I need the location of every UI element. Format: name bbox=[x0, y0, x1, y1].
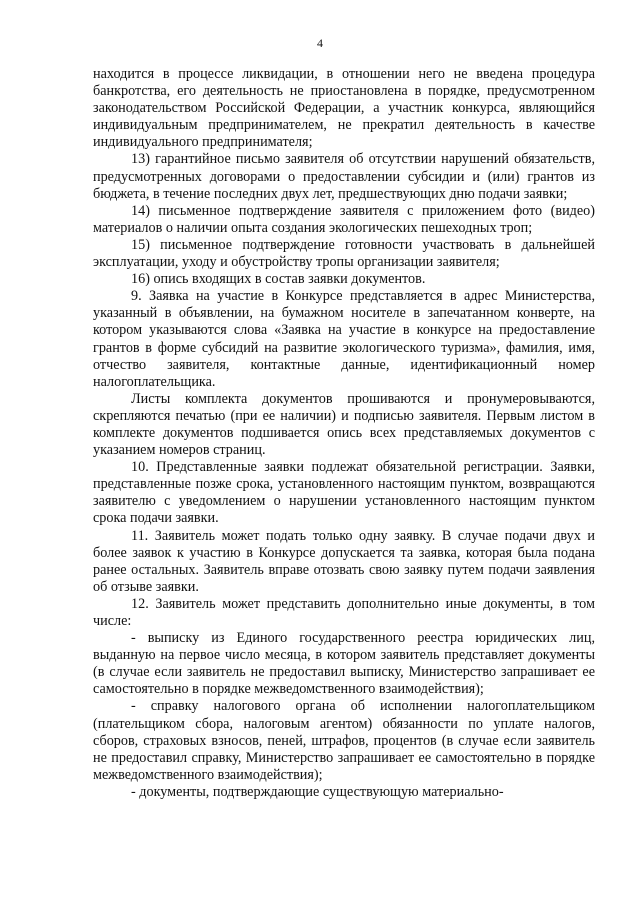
document-body bbox=[93, 66, 595, 801]
list-item-supporting-documents: - документы, подтверждающие существующую материально- bbox=[131, 783, 504, 800]
paragraph-document-binding: Листы комплекта документов прошиваются и пронумеровываются, скрепляются печатью (при ее наличии) и подписью заявителя. Первым листом в комплекте документов подшивается опись всех представляемых документов с указанием номеров страниц. bbox=[93, 390, 595, 459]
clause-9-application-submission: 9. Заявка на участие в Конкурсе представляется в адрес Министерства, указанный в объявлении, на бумажном носителе в запечатанном конверте, на котором указываются слова «Заявка на участие в конкурсе на предоставление грантов в форме субсидий на развитие экологического туризма», фамилия, имя, отчество заявителя, контактные данные, идентификационный номер налогоплательщика. bbox=[93, 288, 595, 390]
item-15-readiness-confirmation: 15) письменное подтверждение готовности участвовать в дальнейшей эксплуатации, уходу и обустройству тропы организации заявителя; bbox=[93, 236, 595, 271]
list-item-tax-certificate: - справку налогового органа об исполнении налогоплательщиком (плательщиком сбора, налоговым агентом) обязанности по уплате налогов, сборов, страховых взносов, пеней, штрафов, процентов (в случае если заявитель не предоставил справку, Министерство запрашивает ее самостоятельно в порядке межведомственного взаимодействия); bbox=[93, 698, 595, 783]
item-13-guarantee-letter: 13) гарантийное письмо заявителя об отсутствии нарушений обязательств, предусмотренных договорами о предоставлении субсидии и (или) грантов из бюджета, в течение последних двух лет, предшествующих дню подачи заявки; bbox=[93, 151, 595, 202]
clause-10-registration: 10. Представленные заявки подлежат обязательной регистрации. Заявки, представленные позже срока, установленного настоящим пунктом, возвращаются заявителю с уведомлением о нарушении установленного настоящим пунктом срока подачи заявки. bbox=[93, 459, 595, 527]
clause-11-single-application: 11. Заявитель может подать только одну заявку. В случае подачи двух и более заявок к участию в Конкурсе допускается та заявка, которая была подана ранее остальных. Заявитель вправе отозвать свою заявку путем подачи заявления об отзыве заявки. bbox=[93, 527, 595, 595]
clause-12-additional-documents: 12. Заявитель может представить дополнительно иные документы, в том числе: bbox=[93, 595, 595, 629]
page-number: 4 bbox=[317, 36, 323, 50]
paragraph-liquidation-condition: находится в процессе ликвидации, в отношении него не введена процедура банкротства, его деятельность не приостановлена в порядке, предусмотренном законодательством Российской Федерации, а участник конкурса, являющийся индивидуальным предпринимателем, не прекратил деятельность в качестве индивидуального предпринимателя; bbox=[93, 66, 595, 151]
item-14-experience-confirmation: 14) письменное подтверждение заявителя с приложением фото (видео) материалов о наличии опыта создания экологических пешеходных троп; bbox=[93, 202, 595, 236]
list-item-registry-extract: - выписку из Единого государственного реестра юридических лиц, выданную на первое число месяца, в котором заявитель представляет документы (в случае если заявитель не предоставил выписку, Министерство запрашивает ее самостоятельно в порядке межведомственного взаимодействия); bbox=[93, 630, 595, 698]
item-16-documents-inventory: 16) опись входящих в состав заявки документов. bbox=[131, 271, 426, 288]
